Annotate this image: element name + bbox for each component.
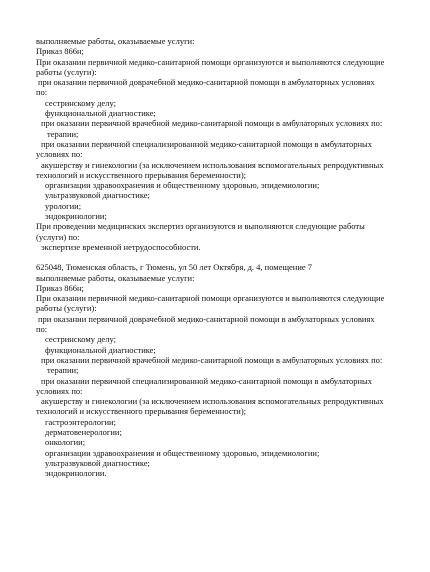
services-heading: выполняемые работы, оказываемые услуги: (36, 36, 195, 46)
list-item: онкологии; (45, 437, 86, 448)
license-section-2 (36, 262, 406, 478)
address-line: 625048, Тюменская область, г Тюмень, ул 50 лет Октября, д. 4, помещение 7 (36, 262, 313, 273)
list-item: при оказании первичной врачебной медико-санитарной помощи в амбулаторных условиях по: (41, 354, 383, 365)
list-item: эндокринологии. (45, 468, 107, 479)
list-item: сестринскому делу; (45, 334, 116, 345)
paragraph-line: (услуги) по: (36, 231, 80, 242)
list-item: терапии; (47, 128, 79, 139)
list-item: функциональной диагностике; (45, 108, 156, 119)
services-heading: выполняемые работы, оказываемые услуги: (36, 272, 195, 283)
list-item: акушерству и гинекологии (за исключением использования вспомогательных репродуктивных (41, 396, 384, 407)
paragraph-line: При проведении медицинских экспертиз организуются и выполняются следующие работы (36, 221, 365, 232)
list-item: акушерству и гинекологии (за исключением использования вспомогательных репродуктивных (41, 159, 384, 170)
paragraph-line: При оказании первичной медико-санитарной помощи организуются и выполняются следующие (36, 56, 385, 67)
list-item: при оказании первичной специализированной медико-санитарной помощи в амбулаторных (41, 138, 373, 149)
license-section-1 (36, 36, 406, 252)
list-item: терапии; (47, 365, 79, 376)
paragraph-line: условиях по: (36, 385, 83, 396)
paragraph-line: работы (услуги): (36, 303, 97, 314)
list-item: дерматовенерологии; (45, 426, 122, 437)
list-item: организации здравоохранения и общественному здоровью, эпидемиологии; (45, 447, 320, 458)
list-item: ультразвуковой диагностике; (45, 190, 150, 201)
paragraph-line: по: (36, 87, 48, 98)
list-item: при оказании первичной врачебной медико-санитарной помощи в амбулаторных условиях по: (41, 118, 383, 129)
paragraph-line: технологий и искусственного прерывания беременности); (36, 406, 247, 417)
list-item: сестринскому делу; (45, 97, 116, 108)
list-item: при оказании первичной специализированной медико-санитарной помощи в амбулаторных (41, 375, 373, 386)
paragraph-line: технологий и искусственного прерывания беременности); (36, 169, 247, 180)
list-item: функциональной диагностике; (45, 344, 156, 355)
paragraph-line: работы (услуги): (36, 66, 97, 77)
section-spacer (36, 252, 406, 262)
paragraph-line: условиях по: (36, 149, 83, 160)
list-item: ультразвуковой диагностике; (45, 457, 150, 468)
order-reference: Приказ 866н; (36, 46, 84, 57)
list-item: эндокринологии; (45, 211, 107, 222)
list-item: гастроэнтерологии; (45, 416, 116, 427)
paragraph-line: по: (36, 324, 48, 335)
list-item: организации здравоохранения и общественному здоровью, эпидемиологии; (45, 180, 320, 191)
list-item: урологии; (45, 200, 82, 211)
list-item: при оказании первичной доврачебной медико-санитарной помощи в амбулаторных условиях (38, 313, 375, 324)
list-item: экспертизе временной нетрудоспособности. (41, 241, 201, 252)
paragraph-line: При оказании первичной медико-санитарной помощи организуются и выполняются следующие (36, 293, 385, 304)
list-item: при оказании первичной доврачебной медико-санитарной помощи в амбулаторных условиях (38, 77, 375, 88)
document-body (36, 36, 406, 478)
order-reference: Приказ 866н; (36, 282, 84, 293)
